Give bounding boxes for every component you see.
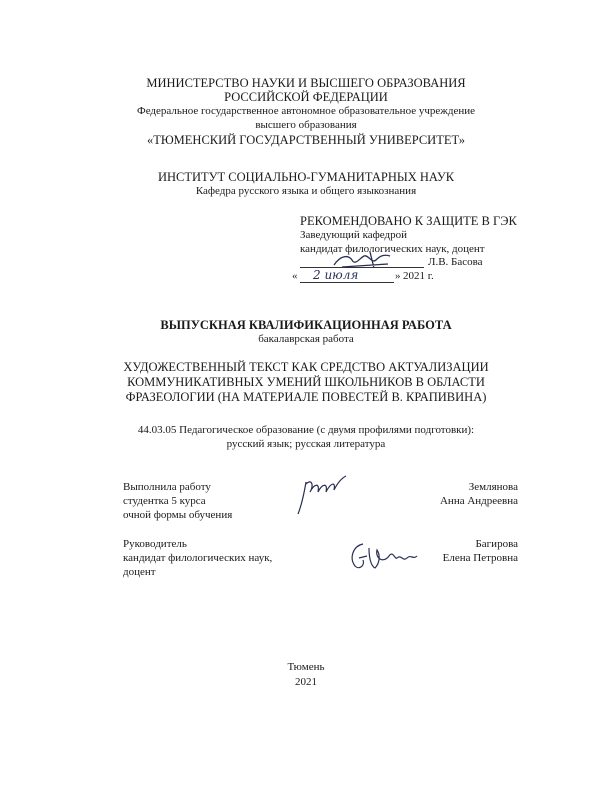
work-subtype: бакалаврская работа — [258, 333, 354, 345]
work-title-line-3: ФРАЗЕОЛОГИИ (НА МАТЕРИАЛЕ ПОВЕСТЕЙ В. КРАПИВИНА) — [125, 390, 487, 404]
supervisor-name: Елена Петровна — [442, 552, 518, 564]
program-line-1: 44.03.05 Педагогическое образование (с двумя профилями подготовки): — [137, 424, 475, 436]
student-surname: Землянова — [468, 481, 518, 493]
supervisor-label-2: кандидат филологических наук, — [123, 552, 273, 564]
student-signature — [292, 470, 352, 520]
ministry-line-2: РОССИЙСКОЙ ФЕДЕРАЦИИ — [224, 90, 388, 104]
approval-date-open-quote: « — [292, 270, 298, 282]
university-name: «ТЮМЕНСКИЙ ГОСУДАРСТВЕННЫЙ УНИВЕРСИТЕТ» — [146, 133, 466, 147]
program-line-2: русский язык; русская литература — [226, 438, 386, 450]
supervisor-label-3: доцент — [123, 566, 156, 578]
work-title-line-1: ХУДОЖЕСТВЕННЫЙ ТЕКСТ КАК СРЕДСТВО АКТУАЛИЗАЦИИ — [123, 360, 489, 374]
student-label-1: Выполнила работу — [123, 481, 211, 493]
approval-heading: РЕКОМЕНДОВАНО К ЗАЩИТЕ В ГЭК — [300, 214, 517, 228]
ministry-line-4: высшего образования — [255, 119, 357, 131]
work-type: ВЫПУСКНАЯ КВАЛИФИКАЦИОННАЯ РАБОТА — [160, 318, 452, 332]
footer-year: 2021 — [295, 676, 317, 688]
supervisor-label-1: Руководитель — [123, 538, 187, 550]
approval-year: 2021 г. — [403, 270, 434, 282]
approval-role: Заведующий кафедрой — [300, 229, 407, 241]
student-label-3: очной формы обучения — [123, 509, 233, 521]
approval-head-name: Л.В. Басова — [428, 256, 483, 268]
approval-degree: кандидат филологических наук, доцент — [300, 243, 485, 255]
student-name: Анна Андреевна — [439, 495, 518, 507]
ministry-line-3: Федеральное государственное автономное образовательное учреждение — [137, 105, 475, 117]
institute-name: ИНСТИТУТ СОЦИАЛЬНО-ГУМАНИТАРНЫХ НАУК — [157, 170, 455, 184]
approval-date-close-quote: » — [395, 270, 401, 282]
student-label-2: студентка 5 курса — [123, 495, 206, 507]
approval-date-handwritten: 2 июля — [313, 268, 359, 282]
approval-date-line — [300, 282, 394, 283]
department-name: Кафедра русского языка и общего языкознания — [195, 185, 417, 197]
ministry-line-1: МИНИСТЕРСТВО НАУКИ И ВЫСШЕГО ОБРАЗОВАНИЯ — [146, 76, 466, 90]
supervisor-surname: Багирова — [475, 538, 518, 550]
work-title-line-2: КОММУНИКАТИВНЫХ УМЕНИЙ ШКОЛЬНИКОВ В ОБЛАСТИ — [127, 375, 485, 389]
footer-city: Тюмень — [287, 661, 325, 673]
